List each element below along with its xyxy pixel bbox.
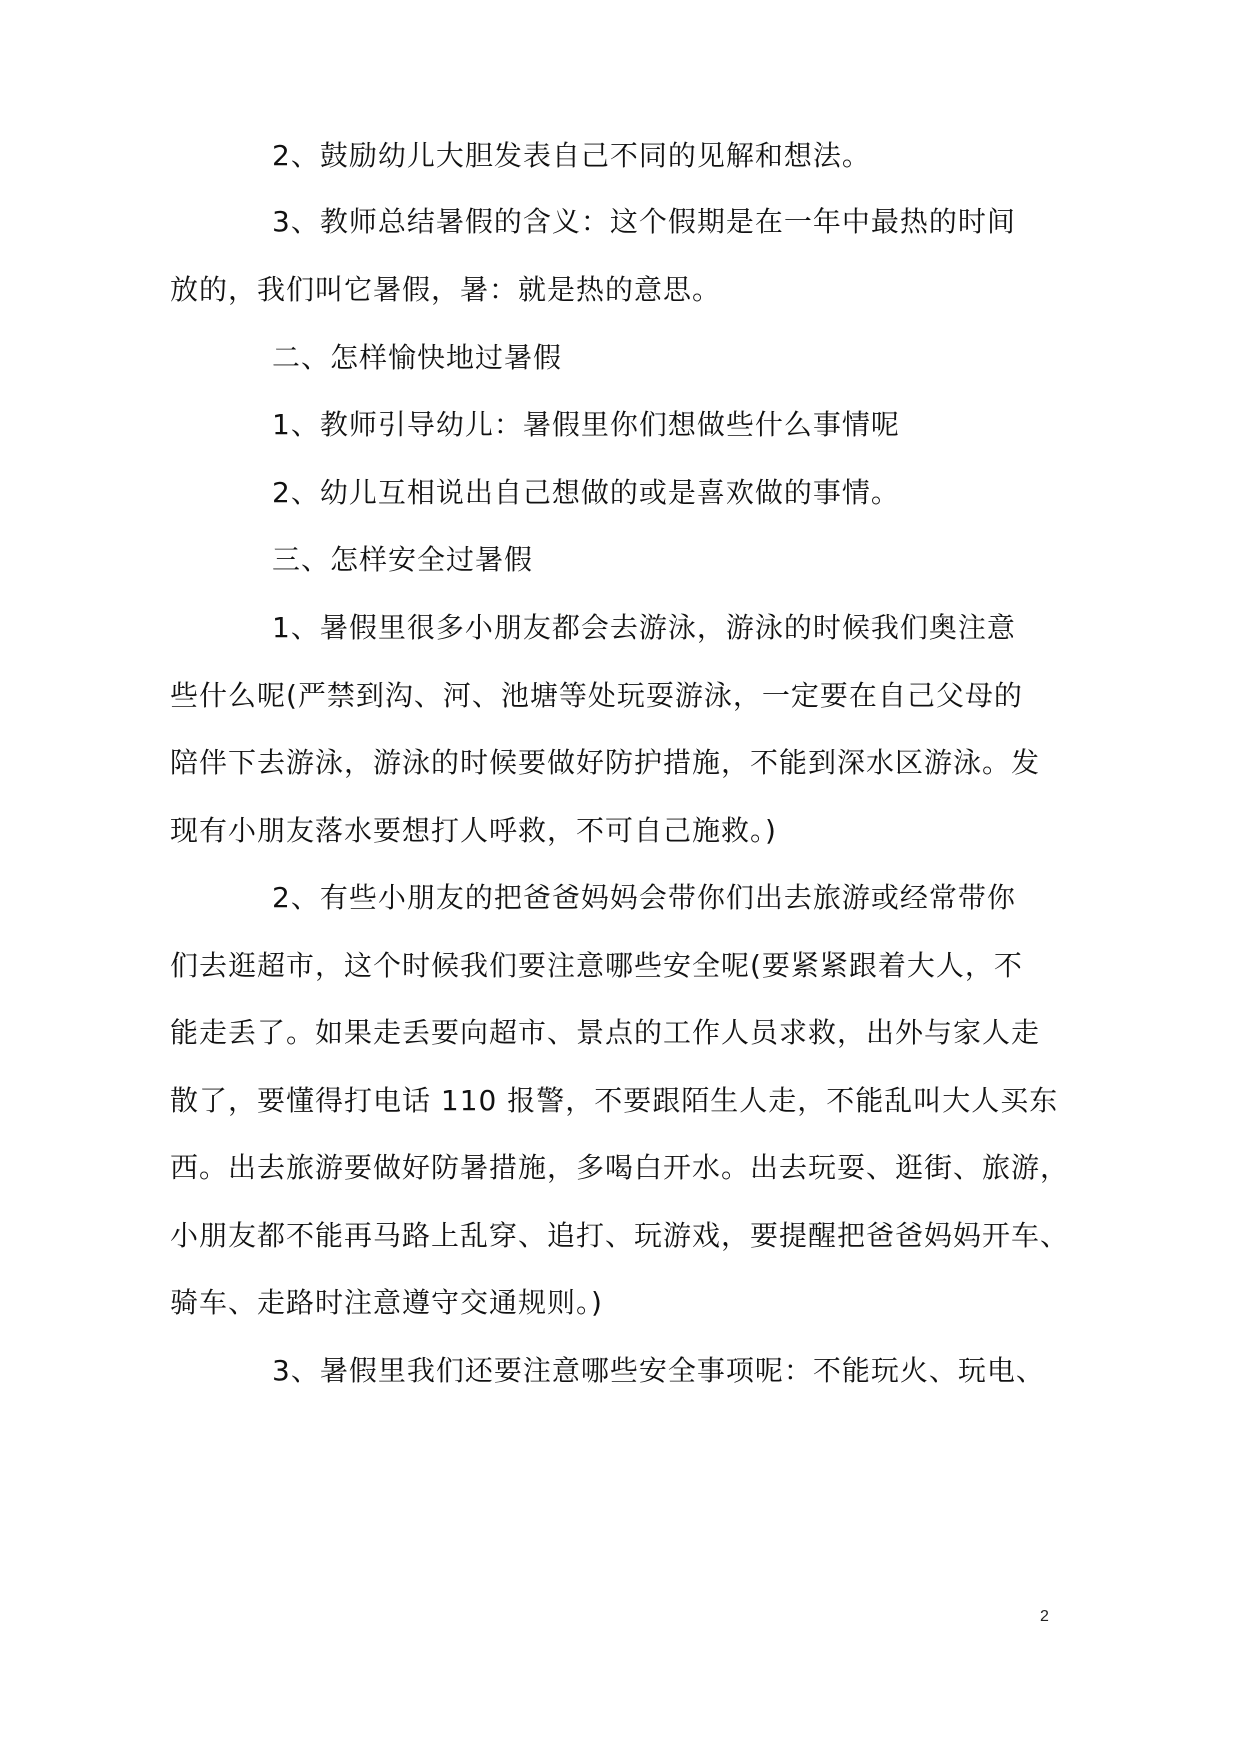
paragraph-line: 小朋友都不能再马路上乱穿、追打、玩游戏，要提醒把爸爸妈妈开车、 <box>170 1219 1070 1252</box>
paragraph-line: 放的，我们叫它暑假，暑：就是热的意思。 <box>170 273 722 306</box>
paragraph-line: 1、暑假里很多小朋友都会去游泳，游泳的时候我们奥注意 <box>272 611 1016 644</box>
paragraph-line: 陪伴下去游泳，游泳的时候要做好防护措施，不能到深水区游泳。发 <box>170 746 1041 779</box>
paragraph-line: 2、幼儿互相说出自己想做的或是喜欢做的事情。 <box>272 476 900 509</box>
section-heading: 二、怎样愉快地过暑假 <box>272 341 563 374</box>
section-heading: 三、怎样安全过暑假 <box>272 543 534 576</box>
paragraph-line: 些什么呢(严禁到沟、河、池塘等处玩耍游泳，一定要在自己父母的 <box>170 679 1023 712</box>
paragraph-line: 2、有些小朋友的把爸爸妈妈会带你们出去旅游或经常带你 <box>272 881 1016 914</box>
page-number: 2 <box>1040 1608 1049 1625</box>
paragraph-line: 散了，要懂得打电话 110 报警，不要跟陌生人走，不能乱叫大人买东 <box>170 1084 1059 1117</box>
paragraph-line: 们去逛超市，这个时候我们要注意哪些安全呢(要紧紧跟着大人，不 <box>170 949 1023 982</box>
paragraph-line: 2、鼓励幼儿大胆发表自己不同的见解和想法。 <box>272 139 871 172</box>
paragraph-line: 1、教师引导幼儿：暑假里你们想做些什么事情呢 <box>272 408 900 441</box>
paragraph-line: 3、暑假里我们还要注意哪些安全事项呢：不能玩火、玩电、 <box>272 1354 1045 1387</box>
paragraph-line: 能走丢了。如果走丢要向超市、景点的工作人员求救，出外与家人走 <box>170 1016 1041 1049</box>
paragraph-line: 西。出去旅游要做好防暑措施，多喝白开水。出去玩耍、逛街、旅游， <box>170 1151 1070 1184</box>
paragraph-line: 3、教师总结暑假的含义：这个假期是在一年中最热的时间 <box>272 205 1016 238</box>
paragraph-line: 骑车、走路时注意遵守交通规则。) <box>170 1286 603 1319</box>
paragraph-line: 现有小朋友落水要想打人呼救，不可自己施救。) <box>170 814 777 847</box>
